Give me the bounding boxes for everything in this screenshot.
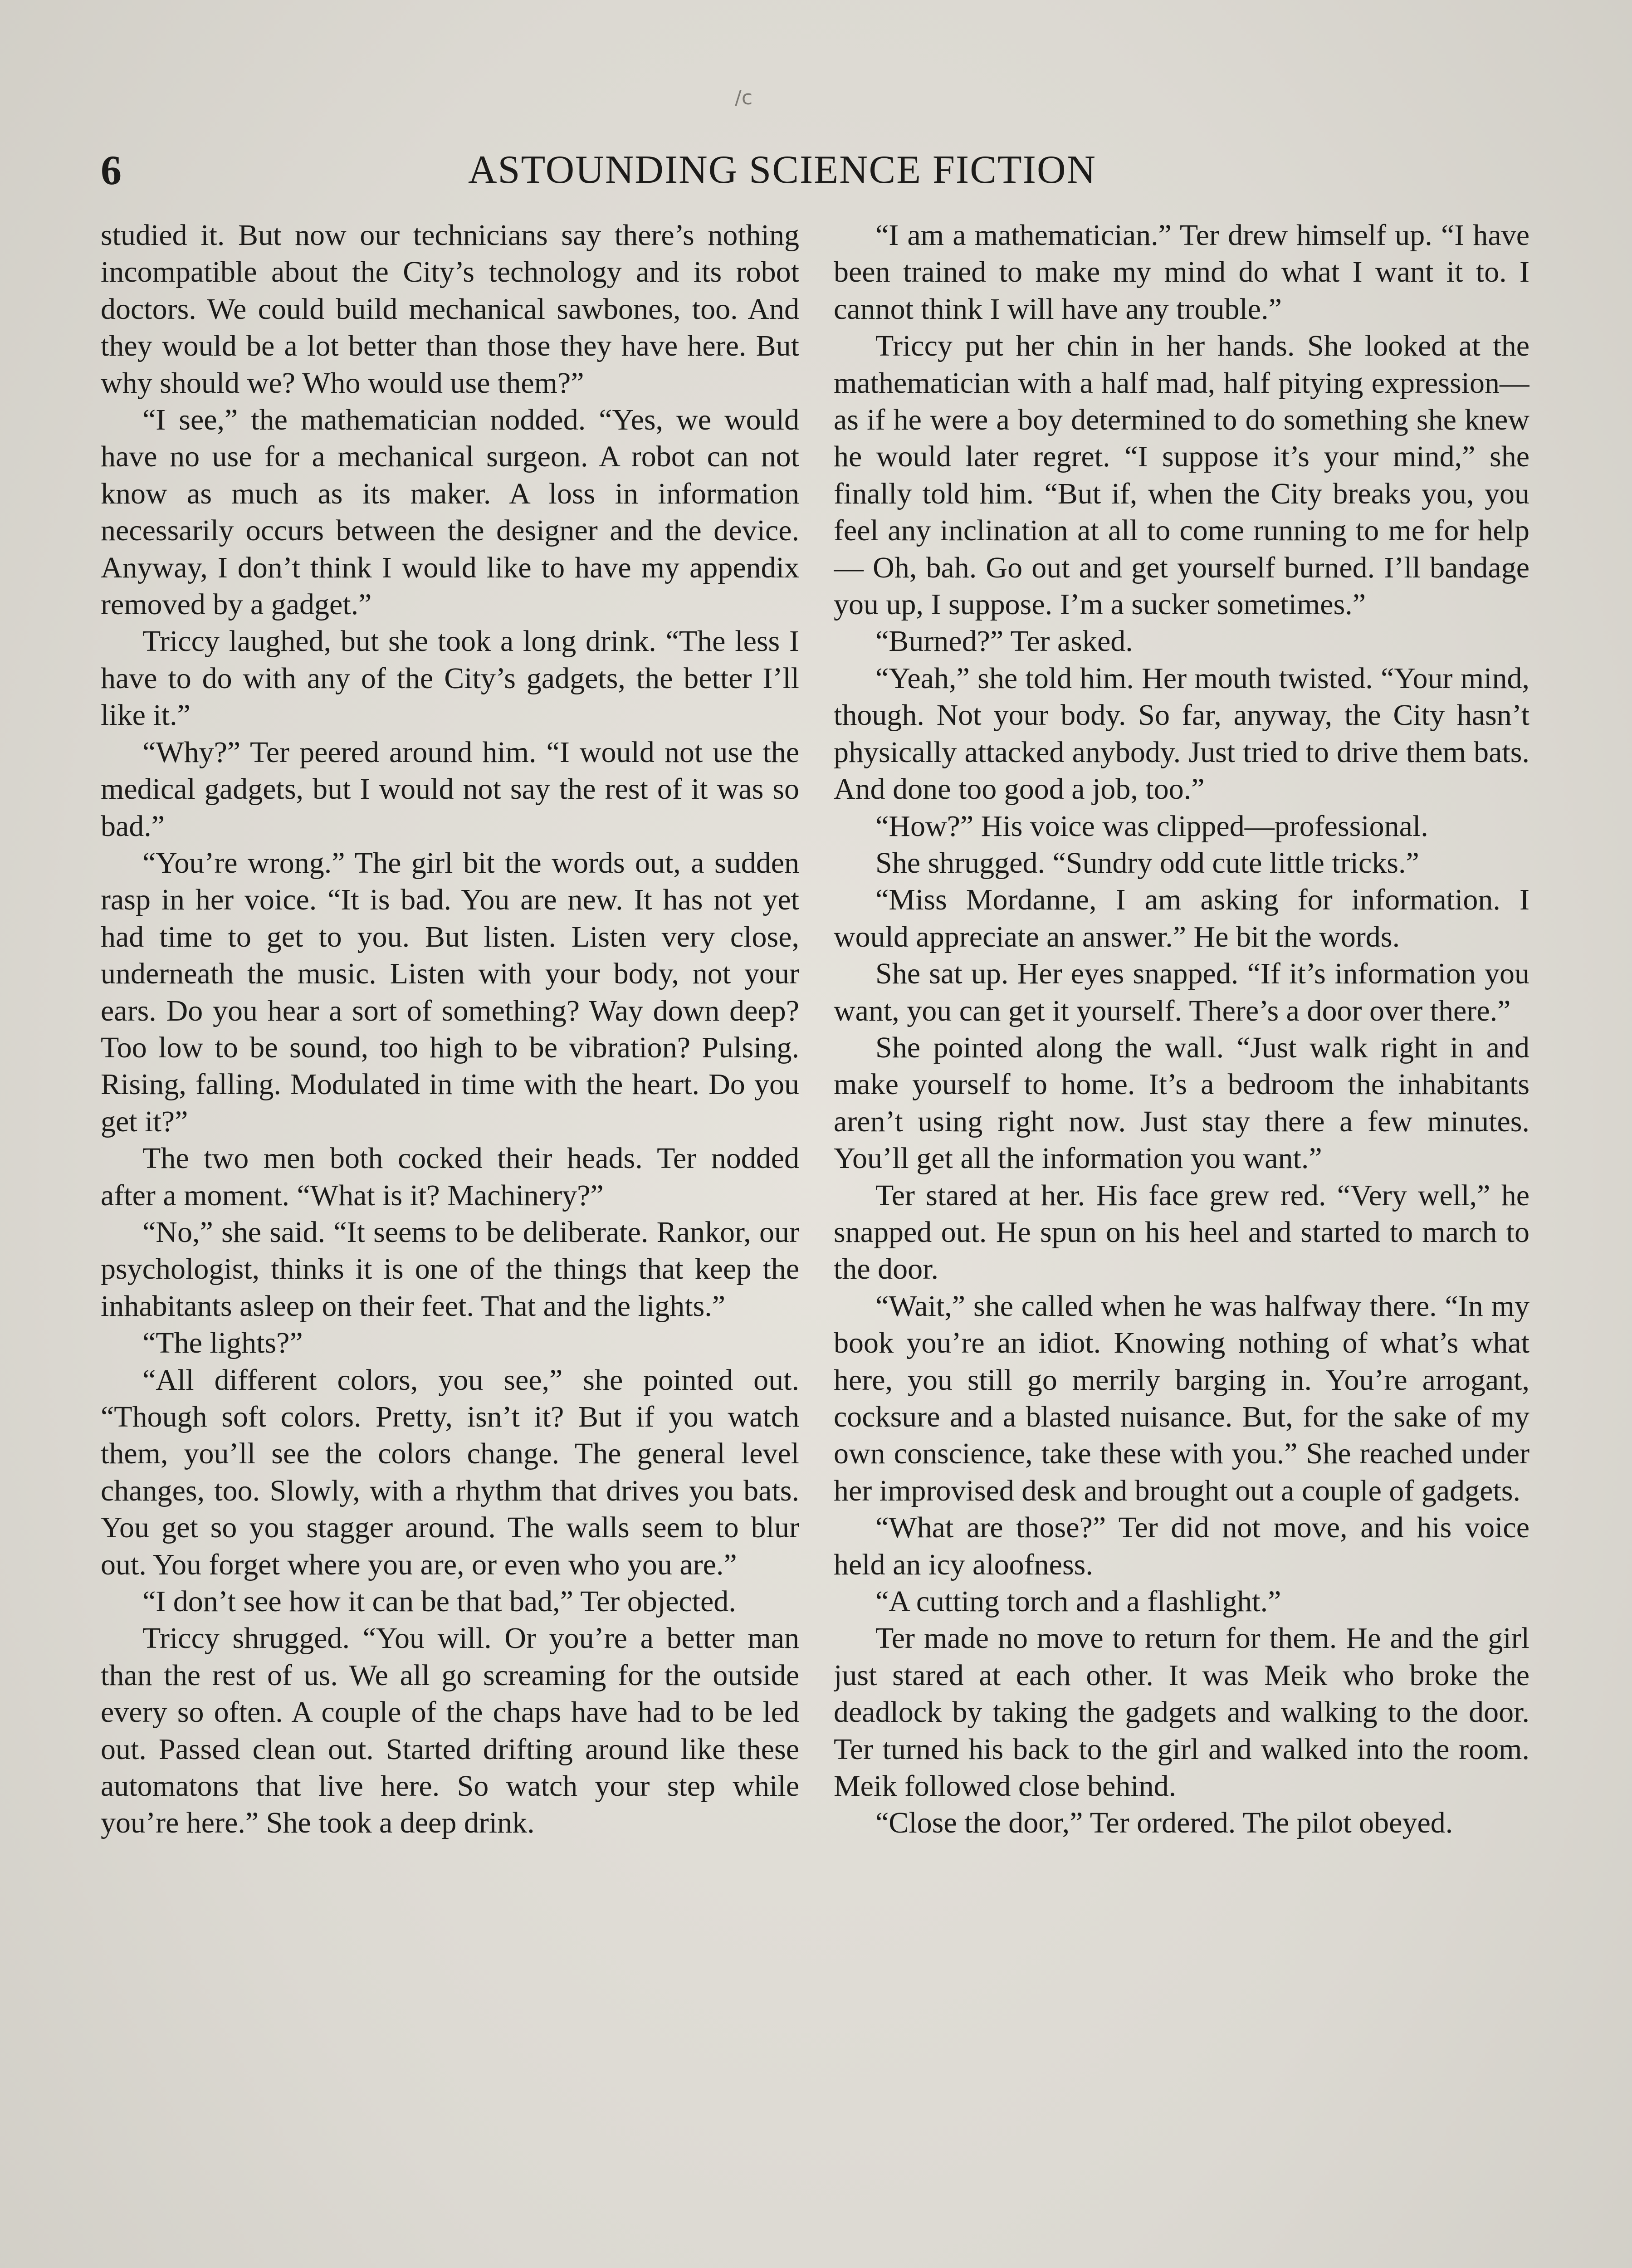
paragraph: Ter stared at her. His face grew red. “Very well,” he snapped out. He spun on his heel and started to march to the door. xyxy=(834,1178,1529,1286)
paragraph: “No,” she said. “It seems to be deliberate. Rankor, our psychologist, thinks it is one of the things that keep the inhabitants asleep on their feet. That and the lights.” xyxy=(101,1215,799,1323)
paragraph: “Close the door,” Ter ordered. The pilot obeyed. xyxy=(875,1806,1453,1840)
paragraph: “I see,” the mathematician nodded. “Yes, we would have no use for a mechanical surgeon. A robot can not know as much as its maker. A loss in information necessarily occurs between the designer and the device. Anyway, I don’t think I would like to have my appendix removed by a gadget.” xyxy=(101,403,799,621)
paragraph: “Yeah,” she told him. Her mouth twisted. “Your mind, though. Not your body. So far, anyway, the City hasn’t physically attacked anybody. Just tried to drive them bats. And done too good a job, too.” xyxy=(834,661,1529,806)
paragraph: She shrugged. “Sundry odd cute little tricks.” xyxy=(875,846,1419,880)
page-header xyxy=(101,141,1529,200)
paragraph: “I don’t see how it can be that bad,” Ter objected. xyxy=(142,1585,736,1618)
paragraph: “Burned?” Ter asked. xyxy=(875,625,1133,658)
paragraph: studied it. But now our technicians say there’s nothing incompatible about the City’s technology and its robot doctors. We could build mechanical sawbones, too. And they would be a lot better than those they have here. But why should we? Who would use them?” xyxy=(101,219,799,400)
paragraph: “You’re wrong.” The girl bit the words out, a sudden rasp in her voice. “It is bad. You are new. It has not yet had time to get to you. But listen. Listen very close, underneath the music. Listen with your body, not your ears. Do you hear a sort of something? Way down deep? Too low to be sound, too high to be vibration? Pulsing. Rising, falling. Modulated in time with the heart. Do you get it?” xyxy=(101,846,799,1138)
paragraph: Ter made no move to return for them. He and the girl just stared at each other. It was Meik who broke the deadlock by taking the gadgets and walking to the door. Ter turned his back to the girl and walked into the room. Meik followed close behind. xyxy=(834,1622,1529,1803)
paragraph: Triccy shrugged. “You will. Or you’re a better man than the rest of us. We all go screaming for the outside every so often. A couple of the chaps have had to be led out. Passed clean out. Started drifting around like these automatons that live here. So watch your step while you’re here.” She took a deep drink. xyxy=(101,1622,799,1840)
paragraph: “Why?” Ter peered around him. “I would not use the medical gadgets, but I would not say the rest of it was so bad.” xyxy=(101,735,799,843)
paragraph: She pointed along the wall. “Just walk right in and make yourself to home. It’s a bedroom the inhabitants aren’t using right now. Just stay there a few minutes. You’ll get all the information you want.” xyxy=(834,1031,1529,1175)
paragraph: “All different colors, you see,” she pointed out. “Though soft colors. Pretty, isn’t it? But if you watch them, you’ll see the colors change. The general level changes, too. Slowly, with a rhythm that drives you bats. You get so you stagger around. The walls seem to blur out. You forget where you are, or even who you are.” xyxy=(101,1363,799,1581)
pencil-mark: /c xyxy=(735,86,753,109)
paragraph: “The lights?” xyxy=(142,1326,303,1360)
running-title: ASTOUNDING SCIENCE FICTION xyxy=(468,148,1097,192)
paragraph: “Wait,” she called when he was halfway there. “In my book you’re an idiot. Knowing nothing of what’s what here, you still go merrily barging in. You’re arrogant, cocksure and a blasted nuisance. But, for the sake of my own conscience, take these with you.” She reached under her improvised desk and brought out a couple of gadgets. xyxy=(834,1289,1529,1507)
paragraph: “A cutting torch and a flashlight.” xyxy=(875,1585,1281,1618)
paragraph: Triccy put her chin in her hands. She looked at the mathematician with a half mad, half pitying expression—as if he were a boy determined to do something she knew he would later regret. “I suppose it’s your mind,” she finally told him. “But if, when the City breaks you, you feel any inclination at all to come running to me for help— Oh, bah. Go out and get yourself burned. I’ll bandage you up, I suppose. I’m a sucker sometimes.” xyxy=(834,329,1529,621)
paragraph: “What are those?” Ter did not move, and his voice held an icy aloofness. xyxy=(834,1511,1529,1581)
paragraph: “How?” His voice was clipped—professional. xyxy=(875,809,1428,843)
paragraph: The two men both cocked their heads. Ter nodded after a moment. “What is it? Machinery?” xyxy=(101,1142,799,1212)
page-number: 6 xyxy=(101,147,122,193)
paragraph: She sat up. Her eyes snapped. “If it’s information you want, you can get it yourself. There’s a door over there.” xyxy=(834,957,1529,1027)
paragraph: “I am a mathematician.” Ter drew himself up. “I have been trained to make my mind do what I want it to. I cannot think I will have any trouble.” xyxy=(834,219,1529,326)
paragraph: “Miss Mordanne, I am asking for information. I would appreciate an answer.” He bit the words. xyxy=(834,883,1529,953)
paragraph: Triccy laughed, but she took a long drink. “The less I have to do with any of the City’s gadgets, the better I’ll like it.” xyxy=(101,625,799,732)
left-text-column xyxy=(101,217,799,2268)
right-text-column xyxy=(834,217,1529,2268)
